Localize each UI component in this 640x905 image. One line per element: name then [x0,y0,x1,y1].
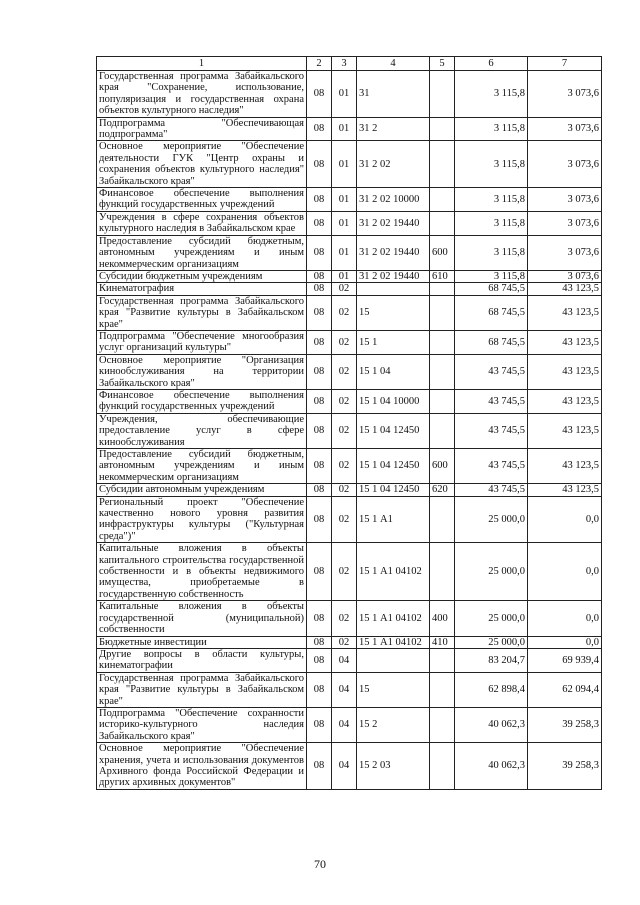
section-code-cell: 08 [307,270,332,282]
section-code-cell: 08 [307,117,332,141]
table-row [97,389,602,413]
row-name-cell: Предоставление субсидий бюджетным, автономным учреждениям и иным некоммерческим организациям [97,449,307,484]
target-article-cell: 15 [357,672,430,707]
table-row [97,141,602,188]
target-article-cell: 15 1 04 12450 [357,413,430,448]
target-article-cell: 31 2 02 10000 [357,188,430,212]
row-name-cell: Субсидии автономным учреждениям [97,484,307,496]
subsection-code-cell: 02 [332,283,357,295]
amount-year2-cell: 0,0 [528,543,602,601]
subsection-code-cell: 01 [332,141,357,188]
amount-year2-cell: 3 073,6 [528,270,602,282]
row-name-cell: Другие вопросы в области культуры, кинематографии [97,648,307,672]
table-row [97,71,602,118]
row-name-cell: Субсидии бюджетным учреждениям [97,270,307,282]
section-code-cell: 08 [307,188,332,212]
amount-year1-cell: 3 115,8 [455,117,528,141]
amount-year2-cell: 43 123,5 [528,389,602,413]
amount-year1-cell: 40 062,3 [455,743,528,790]
amount-year1-cell: 43 745,5 [455,449,528,484]
amount-year2-cell: 43 123,5 [528,330,602,354]
amount-year2-cell: 3 073,6 [528,117,602,141]
row-name-cell: Государственная программа Забайкальского края "Развитие культуры в Забайкальском крае" [97,295,307,330]
section-code-cell: 08 [307,354,332,389]
amount-year2-cell: 3 073,6 [528,141,602,188]
expense-type-cell [430,211,455,235]
target-article-cell: 31 2 02 19440 [357,270,430,282]
section-code-cell: 08 [307,330,332,354]
subsection-code-cell: 01 [332,71,357,118]
section-code-cell: 08 [307,543,332,601]
section-code-cell: 08 [307,484,332,496]
expense-type-cell [430,743,455,790]
table-row [97,283,602,295]
header-cell: 6 [455,57,528,71]
row-name-cell: Подпрограмма "Обеспечивающая подпрограмма" [97,117,307,141]
header-cell: 2 [307,57,332,71]
expense-type-cell: 620 [430,484,455,496]
amount-year2-cell: 3 073,6 [528,235,602,270]
row-name-cell: Предоставление субсидий бюджетным, автономным учреждениям и иным некоммерческим организациям [97,235,307,270]
amount-year1-cell: 43 745,5 [455,484,528,496]
subsection-code-cell: 02 [332,389,357,413]
amount-year1-cell: 3 115,8 [455,235,528,270]
expense-type-cell [430,413,455,448]
amount-year2-cell: 43 123,5 [528,354,602,389]
target-article-cell: 15 1 А1 04102 [357,543,430,601]
target-article-cell [357,283,430,295]
amount-year2-cell: 39 258,3 [528,707,602,742]
table-row [97,484,602,496]
amount-year2-cell: 43 123,5 [528,413,602,448]
target-article-cell [357,648,430,672]
section-code-cell: 08 [307,672,332,707]
subsection-code-cell: 01 [332,235,357,270]
row-name-cell: Капитальные вложения в объекты государственной (муниципальной) собственности [97,601,307,636]
table-row [97,636,602,648]
subsection-code-cell: 02 [332,601,357,636]
amount-year1-cell: 68 745,5 [455,283,528,295]
expense-type-cell: 400 [430,601,455,636]
section-code-cell: 08 [307,283,332,295]
section-code-cell: 08 [307,707,332,742]
table-row [97,211,602,235]
subsection-code-cell: 02 [332,484,357,496]
table-row [97,648,602,672]
expense-type-cell [430,295,455,330]
target-article-cell: 15 1 А1 04102 [357,601,430,636]
header-row [97,57,602,71]
expense-type-cell [430,330,455,354]
table-row [97,235,602,270]
table-row [97,743,602,790]
row-name-cell: Кинематография [97,283,307,295]
section-code-cell: 08 [307,496,332,543]
expense-type-cell [430,672,455,707]
subsection-code-cell: 04 [332,743,357,790]
section-code-cell: 08 [307,449,332,484]
section-code-cell: 08 [307,235,332,270]
expense-type-cell: 610 [430,270,455,282]
subsection-code-cell: 01 [332,188,357,212]
section-code-cell: 08 [307,71,332,118]
target-article-cell: 15 1 04 12450 [357,449,430,484]
row-name-cell: Государственная программа Забайкальского края "Сохранение, использование, популяризация и государственная охрана объектов культурного наследия" [97,71,307,118]
amount-year2-cell: 3 073,6 [528,71,602,118]
header-cell: 7 [528,57,602,71]
subsection-code-cell: 02 [332,449,357,484]
header-cell: 3 [332,57,357,71]
subsection-code-cell: 04 [332,672,357,707]
amount-year1-cell: 40 062,3 [455,707,528,742]
page-number: 70 [314,857,326,871]
amount-year1-cell: 62 898,4 [455,672,528,707]
amount-year1-cell: 43 745,5 [455,413,528,448]
amount-year1-cell: 25 000,0 [455,636,528,648]
amount-year1-cell: 3 115,8 [455,141,528,188]
amount-year1-cell: 43 745,5 [455,354,528,389]
target-article-cell: 15 [357,295,430,330]
target-article-cell: 15 1 А1 [357,496,430,543]
table-row [97,449,602,484]
section-code-cell: 08 [307,413,332,448]
expense-type-cell [430,117,455,141]
section-code-cell: 08 [307,743,332,790]
target-article-cell: 15 1 04 [357,354,430,389]
row-name-cell: Региональный проект "Обеспечение качественно нового уровня развития инфраструктуры культуры ("Культурная среда")" [97,496,307,543]
section-code-cell: 08 [307,295,332,330]
section-code-cell: 08 [307,141,332,188]
subsection-code-cell: 01 [332,211,357,235]
section-code-cell: 08 [307,648,332,672]
expense-type-cell [430,188,455,212]
amount-year2-cell: 0,0 [528,496,602,543]
table-row [97,295,602,330]
row-name-cell: Государственная программа Забайкальского края "Развитие культуры в Забайкальском крае" [97,672,307,707]
amount-year1-cell: 3 115,8 [455,211,528,235]
header-cell: 4 [357,57,430,71]
target-article-cell: 31 2 02 19440 [357,211,430,235]
amount-year1-cell: 25 000,0 [455,496,528,543]
subsection-code-cell: 04 [332,648,357,672]
section-code-cell: 08 [307,636,332,648]
subsection-code-cell: 02 [332,413,357,448]
target-article-cell: 15 2 [357,707,430,742]
table-row [97,707,602,742]
amount-year2-cell: 0,0 [528,636,602,648]
amount-year1-cell: 3 115,8 [455,270,528,282]
expense-type-cell [430,389,455,413]
expense-type-cell: 600 [430,449,455,484]
row-name-cell: Подпрограмма "Обеспечение сохранности историко-культурного наследия Забайкальского края" [97,707,307,742]
expense-type-cell [430,543,455,601]
table-row [97,413,602,448]
row-name-cell: Учреждения в сфере сохранения объектов культурного наследия в Забайкальском крае [97,211,307,235]
expense-type-cell [430,141,455,188]
expense-type-cell [430,71,455,118]
row-name-cell: Финансовое обеспечение выполнения функций государственных учреждений [97,188,307,212]
amount-year2-cell: 69 939,4 [528,648,602,672]
subsection-code-cell: 02 [332,636,357,648]
target-article-cell: 15 1 [357,330,430,354]
amount-year1-cell: 25 000,0 [455,543,528,601]
expense-type-cell [430,707,455,742]
amount-year2-cell: 43 123,5 [528,449,602,484]
amount-year1-cell: 68 745,5 [455,295,528,330]
subsection-code-cell: 01 [332,270,357,282]
amount-year2-cell: 3 073,6 [528,211,602,235]
expense-type-cell: 410 [430,636,455,648]
table-row [97,543,602,601]
table-row [97,496,602,543]
table-row [97,117,602,141]
row-name-cell: Капитальные вложения в объекты капитального строительства государственной собственности и в объекты недвижимого имущества, приобретаемые в государственную собственность [97,543,307,601]
table-row [97,354,602,389]
row-name-cell: Финансовое обеспечение выполнения функций государственных учреждений [97,389,307,413]
table-row [97,270,602,282]
amount-year1-cell: 3 115,8 [455,71,528,118]
target-article-cell: 31 [357,71,430,118]
table-row [97,672,602,707]
subsection-code-cell: 02 [332,543,357,601]
target-article-cell: 31 2 02 [357,141,430,188]
expense-type-cell [430,283,455,295]
amount-year2-cell: 39 258,3 [528,743,602,790]
target-article-cell: 31 2 [357,117,430,141]
section-code-cell: 08 [307,389,332,413]
table-row [97,188,602,212]
budget-table [96,56,602,790]
amount-year2-cell: 62 094,4 [528,672,602,707]
table-row [97,601,602,636]
amount-year2-cell: 43 123,5 [528,283,602,295]
amount-year1-cell: 43 745,5 [455,389,528,413]
target-article-cell: 15 1 04 10000 [357,389,430,413]
row-name-cell: Основное мероприятие "Обеспечение хранения, учета и использования документов Архивного фонда Российской Федерации и других архивных документов" [97,743,307,790]
amount-year1-cell: 25 000,0 [455,601,528,636]
section-code-cell: 08 [307,211,332,235]
amount-year1-cell: 3 115,8 [455,188,528,212]
section-code-cell: 08 [307,601,332,636]
target-article-cell: 31 2 02 19440 [357,235,430,270]
row-name-cell: Учреждения, обеспечивающие предоставление услуг в сфере кинообслуживания [97,413,307,448]
target-article-cell: 15 2 03 [357,743,430,790]
expense-type-cell [430,354,455,389]
amount-year2-cell: 0,0 [528,601,602,636]
header-cell: 1 [97,57,307,71]
target-article-cell: 15 1 04 12450 [357,484,430,496]
subsection-code-cell: 02 [332,496,357,543]
target-article-cell: 15 1 А1 04102 [357,636,430,648]
subsection-code-cell: 02 [332,295,357,330]
row-name-cell: Подпрограмма "Обеспечение многообразия услуг организаций культуры" [97,330,307,354]
expense-type-cell: 600 [430,235,455,270]
amount-year1-cell: 83 204,7 [455,648,528,672]
amount-year2-cell: 43 123,5 [528,295,602,330]
table-row [97,330,602,354]
amount-year2-cell: 43 123,5 [528,484,602,496]
subsection-code-cell: 02 [332,354,357,389]
subsection-code-cell: 02 [332,330,357,354]
row-name-cell: Основное мероприятие "Организация кинообслуживания на территории Забайкальского края" [97,354,307,389]
amount-year1-cell: 68 745,5 [455,330,528,354]
subsection-code-cell: 01 [332,117,357,141]
subsection-code-cell: 04 [332,707,357,742]
table-body [97,71,602,790]
expense-type-cell [430,496,455,543]
row-name-cell: Основное мероприятие "Обеспечение деятельности ГУК "Центр охраны и сохранения объектов культурного наследия" Забайкальского края" [97,141,307,188]
header-cell: 5 [430,57,455,71]
amount-year2-cell: 3 073,6 [528,188,602,212]
row-name-cell: Бюджетные инвестиции [97,636,307,648]
expense-type-cell [430,648,455,672]
